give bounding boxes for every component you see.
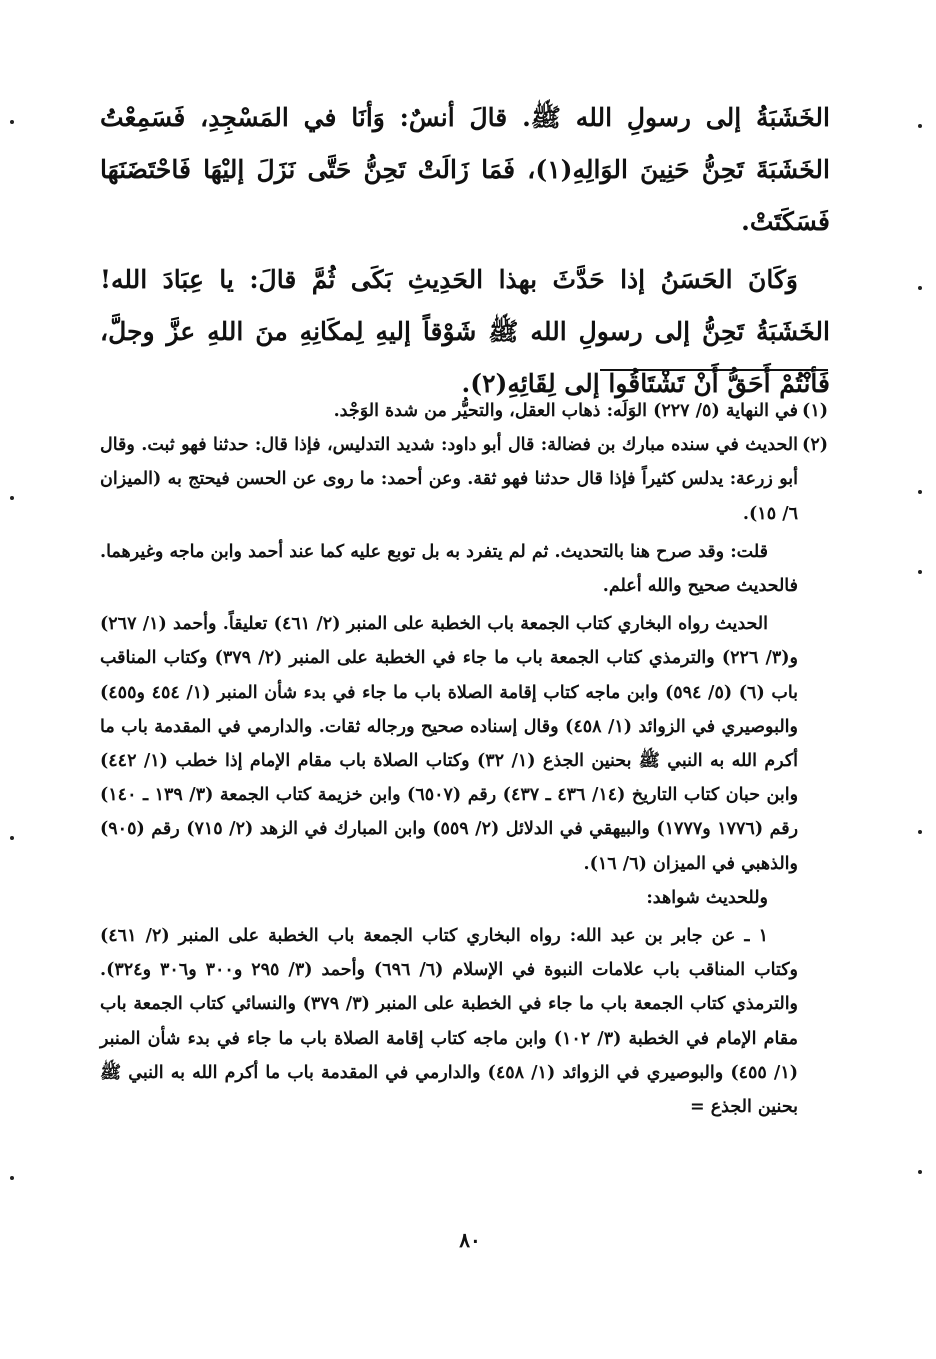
margin-mark <box>918 124 922 128</box>
margin-mark <box>10 836 14 840</box>
footnote-1 <box>100 394 828 428</box>
footnote-1-text: في النهاية (٥/ ٢٢٧) الوَلَه: ذهاب العقل، والتحيُّر من شدة الوَجْد. <box>333 401 798 421</box>
footnote-1-number: (١) <box>802 401 828 421</box>
note-qult-label: قلت: <box>730 541 768 562</box>
note-takhrij: الحديث رواه البخاري كتاب الجمعة باب الخطبة على المنبر (٢/ ٤٦١) تعليقاً. وأحمد (١/ ٢٦٧) و(٣/ ٢٢٦) والترمذي كتاب الجمعة باب ما جاء في الخطبة على المنبر (٢/ ٣٧٩) وكتاب المناقب باب (٦) (٥/ ٥٩٤) وابن ماجه كتاب إقامة الصلاة باب ما جاء في بدء شأن المنبر (١/ ٤٥٤ و٤٥٥) والبوصيري في الزوائد (١/ ٤٥٨) وقال إسناده صحيح ورجاله ثقات. والدارمي في المقدمة باب ما أكرم الله به النبي ﷺ بحنين الجذع (١/ ٣٢) وكتاب الصلاة باب مقام الإمام إذا خطب (١/ ٤٤٢) وابن حبان كتاب التاريخ (١٤/ ٤٣٦ ـ ٤٣٧) رقم (٦٥٠٧) وابن خزيمة كتاب الجمعة (٣/ ١٣٩ ـ ١٤٠) رقم (١٧٧٦ و١٧٧٧) والبيهقي في الدلائل (٢/ ٥٥٩) وابن المبارك في الزهد (٢/ ٧١٥) رقم (٩٠٥) والذهبي في الميزان (٦/ ١٦). <box>100 614 799 874</box>
main-paragraph-1: الخَشَبَةُ إلى رسولِ الله ﷺ. قالَ أنسٌ: وَأنَا في المَسْجِدِ، فَسَمِعْتُ الخَشَبَةَ تَحِنُّ حَنِينَ الوَالِهِ(١)، فَمَا زَالَتْ تَحِنُّ حَتَّى نَزَلَ إليْهَا فَاحْتَضَنَهَا فَسَكَتَتْ. <box>100 103 830 236</box>
margin-mark <box>10 120 14 124</box>
margin-mark <box>918 570 922 574</box>
page-number: ٨٠ <box>459 1228 481 1252</box>
footnote-2-text: الحديث في سنده مبارك بن فضالة: قال أبو داود: شديد التدليس، فإذا قال: حدثنا فهو ثبت. وقال أبو زرعة: يدلس كثيراً فإذا قال حدثنا فهو ثقة. وعن أحمد: ما روى عن الحسن فيحتج به (الميزان ٦/ ١٥). <box>100 435 798 524</box>
main-paragraph-2: وَكَانَ الحَسَنُ إذا حَدَّثَ بهذا الحَدِيثِ بَكَى ثُمَّ قالَ: يا عِبَادَ الله! الخَشَبَةُ تَحِنُّ إلى رسولِ الله ﷺ شَوْقاً إليهِ لِمكَانِهِ منَ اللهِ عزَّ وجلَّ، فَأنْتُمْ أَحَقُّ أَنْ تَشْتَاقُوا إلى لِقَائِهِ(٢). <box>100 265 830 398</box>
margin-mark <box>918 490 922 494</box>
margin-mark <box>10 496 14 500</box>
margin-mark <box>918 1170 922 1174</box>
note-qult <box>100 535 828 603</box>
footnotes <box>100 394 828 1124</box>
footnote-separator <box>600 369 828 371</box>
main-text <box>100 92 830 410</box>
footnote-2 <box>100 428 828 531</box>
margin-mark <box>10 1176 14 1180</box>
margin-mark <box>918 830 922 834</box>
note-shawahid: وللحديث شواهد: <box>646 887 768 908</box>
note-shahid-1: ١ ـ عن جابر بن عبد الله: رواه البخاري كتاب الجمعة باب الخطبة على المنبر (٢/ ٤٦١) وكتاب المناقب باب علامات النبوة في الإسلام (٦/ ٦٩٦) وأحمد (٣/ ٢٩٥ و٣٠٠ و٣٠٦ و٣٢٤). والترمذي كتاب الجمعة باب ما جاء في الخطبة على المنبر (٣/ ٣٧٩) والنسائي كتاب الجمعة باب مقام الإمام في الخطبة (٣/ ١٠٢) وابن ماجه كتاب إقامة الصلاة باب ما جاء في بدء شأن المنبر (١/ ٤٥٥) والبوصيري في الزوائد (١/ ٤٥٨) والدارمي في المقدمة باب ما أكرم الله به النبي ﷺ بحنين الجذع = <box>100 926 799 1118</box>
margin-mark <box>918 286 922 290</box>
footnote-2-number: (٢) <box>802 435 828 456</box>
note-qult-text: وقد صرح هنا بالتحديث. ثم لم يتفرد به بل توبع عليه كما عند أحمد وابن ماجه وغيرهما. فالحديث صحيح والله أعلم. <box>100 541 798 597</box>
